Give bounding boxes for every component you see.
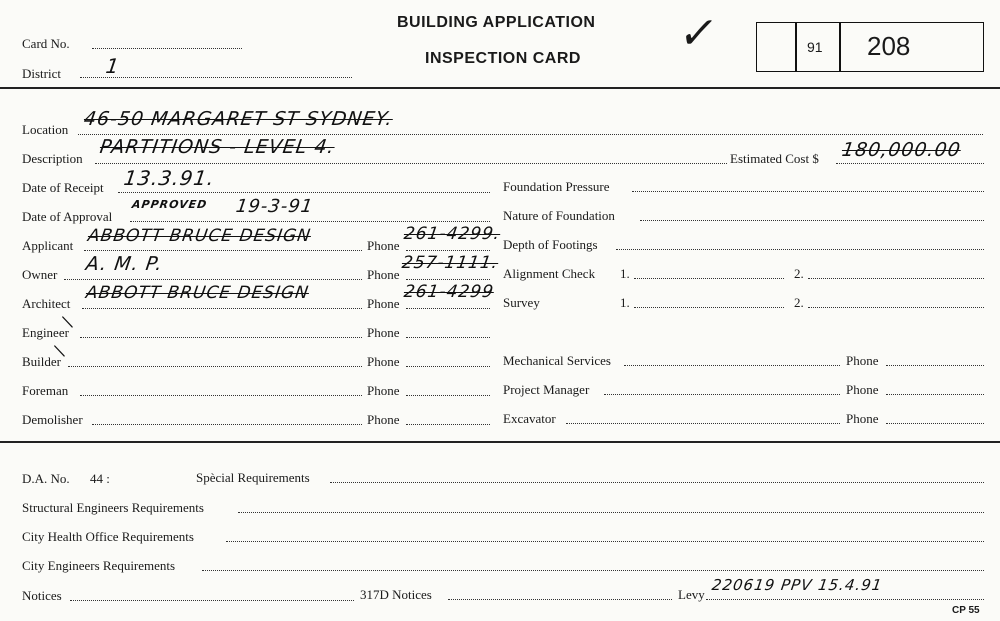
applicant-phone-label: Phone — [367, 238, 400, 253]
architect-label: Architect — [22, 296, 71, 311]
demolisher-phone-field[interactable] — [406, 424, 490, 425]
project-manager-label: Project Manager — [503, 382, 590, 397]
notices-317d-field[interactable] — [448, 599, 672, 600]
location-label: Location — [22, 122, 69, 137]
builder-field[interactable] — [68, 366, 362, 367]
structural-engineers-field[interactable] — [238, 512, 984, 513]
special-requirements-field[interactable] — [330, 482, 984, 483]
demolisher-field[interactable] — [92, 424, 362, 425]
owner-value: A. M. P. — [84, 253, 165, 275]
location-value: 46-50 MARGARET ST SYDNEY. — [82, 108, 395, 130]
builder-value: / — [49, 344, 70, 357]
survey-num2: 2. — [794, 295, 804, 310]
district-value: 1 — [104, 54, 122, 78]
city-engineers-label: City Engineers Requirements — [22, 558, 176, 573]
architect-value: ABBOTT BRUCE DESIGN — [84, 283, 311, 303]
engineer-label: Engineer — [22, 325, 69, 340]
applicant-field[interactable] — [84, 250, 362, 251]
project-manager-phone-field[interactable] — [886, 394, 984, 395]
section-rule — [0, 441, 1000, 443]
notices-label: Notices — [22, 588, 62, 603]
header-rule — [0, 87, 1000, 89]
project-manager-phone-label: Phone — [846, 382, 879, 397]
excavator-field[interactable] — [566, 423, 840, 424]
owner-field[interactable] — [64, 279, 362, 280]
foundation-pressure-field[interactable] — [632, 191, 984, 192]
special-requirements-label: Spècial Requirements — [196, 470, 310, 485]
engineer-field[interactable] — [80, 337, 362, 338]
date-of-approval-prefix: APPROVED — [131, 198, 209, 211]
date-of-receipt-field[interactable] — [118, 192, 490, 193]
levy-label: Levy — [678, 587, 705, 602]
applicant-phone-field[interactable] — [406, 250, 490, 251]
foreman-phone-field[interactable] — [406, 395, 490, 396]
levy-value: 220619 PPV 15.4.91 — [710, 576, 884, 594]
da-no-label: D.A. No. — [22, 471, 70, 486]
builder-label: Builder — [22, 354, 61, 369]
survey-field-1[interactable] — [634, 307, 784, 308]
excavator-phone-field[interactable] — [886, 423, 984, 424]
owner-phone-label: Phone — [367, 267, 400, 282]
alignment-check-field-1[interactable] — [634, 278, 784, 279]
estimated-cost-field[interactable] — [836, 163, 984, 164]
card-number-box — [756, 22, 984, 72]
levy-field[interactable] — [706, 599, 984, 600]
owner-label: Owner — [22, 267, 58, 282]
card-no-field[interactable] — [92, 48, 242, 49]
mechanical-services-phone-field[interactable] — [886, 365, 984, 366]
mechanical-services-label: Mechanical Services — [503, 353, 611, 368]
da-no-value: 44 : — [90, 471, 110, 486]
date-of-receipt-label: Date of Receipt — [22, 180, 104, 195]
owner-phone: 257-1111. — [400, 253, 500, 273]
builder-phone-field[interactable] — [406, 366, 490, 367]
title-line2: INSPECTION CARD — [425, 50, 581, 67]
alignment-check-field-2[interactable] — [808, 278, 984, 279]
box-divider-right — [839, 22, 841, 72]
box-year: 91 — [807, 39, 823, 55]
architect-field[interactable] — [82, 308, 362, 309]
city-engineers-field[interactable] — [202, 570, 984, 571]
alignment-check-num1: 1. — [620, 266, 630, 281]
excavator-phone-label: Phone — [846, 411, 879, 426]
district-field[interactable] — [80, 77, 352, 78]
title-line1: BUILDING APPLICATION — [397, 14, 596, 31]
form-code: CP 55 — [952, 605, 980, 616]
depth-of-footings-label: Depth of Footings — [503, 237, 598, 252]
box-divider-left — [795, 22, 797, 72]
notices-field[interactable] — [70, 600, 354, 601]
architect-phone-label: Phone — [367, 296, 400, 311]
applicant-phone: 261-4299. — [402, 224, 502, 244]
box-number: 208 — [867, 31, 911, 61]
district-label: District — [22, 66, 61, 81]
demolisher-label: Demolisher — [22, 412, 83, 427]
alignment-check-num2: 2. — [794, 266, 804, 281]
estimated-cost-label: Estimated Cost $ — [730, 151, 819, 166]
engineer-phone-label: Phone — [367, 325, 400, 340]
demolisher-phone-label: Phone — [367, 412, 400, 427]
engineer-phone-field[interactable] — [406, 337, 490, 338]
date-of-approval-field[interactable] — [130, 221, 490, 222]
project-manager-field[interactable] — [604, 394, 840, 395]
survey-field-2[interactable] — [808, 307, 984, 308]
survey-label: Survey — [503, 295, 540, 310]
mechanical-services-phone-label: Phone — [846, 353, 879, 368]
foreman-phone-label: Phone — [367, 383, 400, 398]
structural-engineers-label: Structural Engineers Requirements — [22, 500, 204, 515]
description-value: PARTITIONS - LEVEL 4. — [98, 136, 337, 158]
city-health-label: City Health Office Requirements — [22, 529, 194, 544]
foreman-label: Foreman — [22, 383, 69, 398]
alignment-check-label: Alignment Check — [503, 266, 596, 281]
survey-num1: 1. — [620, 295, 630, 310]
nature-of-foundation-label: Nature of Foundation — [503, 208, 615, 223]
location-field[interactable] — [78, 134, 983, 135]
mechanical-services-field[interactable] — [624, 365, 840, 366]
notices-317d-label: 317D Notices — [360, 587, 432, 602]
estimated-cost-value: 180,000.00 — [840, 139, 963, 161]
architect-phone-field[interactable] — [406, 308, 490, 309]
date-of-approval-label: Date of Approval — [22, 209, 113, 224]
date-of-receipt-value: 13.3.91. — [122, 166, 217, 190]
description-field[interactable] — [95, 163, 727, 164]
owner-phone-field[interactable] — [406, 279, 490, 280]
depth-of-footings-field[interactable] — [616, 249, 984, 250]
check-mark-icon: ✓ — [675, 9, 722, 58]
builder-phone-label: Phone — [367, 354, 400, 369]
foreman-field[interactable] — [80, 395, 362, 396]
engineer-value: / — [57, 315, 78, 328]
date-of-approval-value: 19-3-91 — [234, 196, 315, 217]
applicant-value: ABBOTT BRUCE DESIGN — [86, 226, 313, 246]
excavator-label: Excavator — [503, 411, 556, 426]
card-no-label: Card No. — [22, 36, 70, 51]
description-label: Description — [22, 151, 83, 166]
applicant-label: Applicant — [22, 238, 74, 253]
city-health-field[interactable] — [226, 541, 984, 542]
architect-phone: 261-4299 — [402, 282, 496, 302]
foundation-pressure-label: Foundation Pressure — [503, 179, 610, 194]
nature-of-foundation-field[interactable] — [640, 220, 984, 221]
